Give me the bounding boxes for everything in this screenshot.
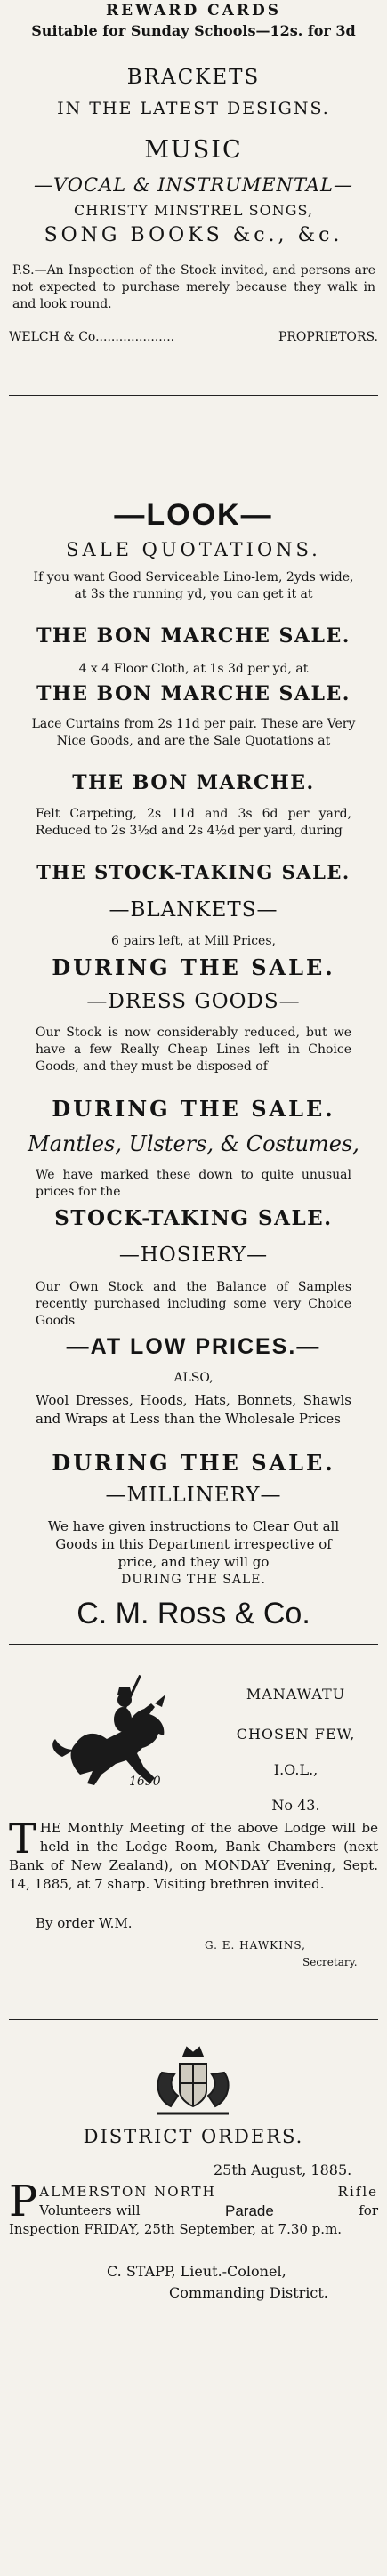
music-heading: MUSIC	[144, 136, 243, 164]
unit-type: Rifle	[337, 2184, 378, 2200]
manawatu-label: MANAWATU	[246, 1686, 346, 1703]
stock-reduced-paragraph: Our Stock is now considerably reduced, but we have a few Really Cheap Lines left in Choice Goods, and they must be disposed of	[36, 1026, 351, 1074]
order-line-1	[39, 2183, 378, 2202]
sale-quotations-heading: SALE QUOTATIONS.	[66, 539, 321, 560]
horseman-woodcut-icon	[44, 1668, 196, 1801]
for-word: for	[359, 2202, 378, 2218]
suitable-line: Suitable for Sunday Schools—12s. for 3d	[31, 22, 356, 39]
secretary-label: Secretary.	[302, 1956, 358, 1968]
hosiery-paragraph: Our Own Stock and the Balance of Samples recently purchased including some very Choice Goods	[36, 1280, 351, 1328]
bon-marche-heading-1: THE BON MARCHE SALE.	[36, 624, 351, 648]
divider	[9, 395, 378, 396]
stock-taking-heading-2: STOCK-TAKING SALE.	[54, 1206, 333, 1230]
welch-name: WELCH & Co.	[9, 330, 100, 344]
parade-word: Parade	[224, 2202, 274, 2219]
divider	[9, 2019, 378, 2020]
bon-marche-heading-2: THE BON MARCHE SALE.	[36, 682, 351, 705]
blankets-heading: —BLANKETS—	[109, 898, 278, 922]
blankets-paragraph: 6 pairs left, at Mill Prices,	[111, 934, 276, 948]
meeting-notice	[9, 1815, 378, 1894]
welch-signature	[9, 330, 378, 344]
brackets-heading: BRACKETS	[126, 66, 261, 89]
ps-paragraph: P.S.—An Inspection of the Stock invited, and persons are not expected to purchase merely because they walk in and look round.	[12, 263, 375, 311]
dress-goods-heading: —DRESS GOODS—	[86, 990, 301, 1013]
song-books-heading: SONG BOOKS &c., &c.	[44, 224, 343, 246]
lodge-number: No 43.	[271, 1797, 320, 1814]
meeting-text: HE Monthly Meeting of the above Lodge will be held in the Lodge Room, Bank Chambers (next Bank of New Zealand), on MONDAY Evening, Sept. 14, 1885, at 7 sharp. Visiting brethren invited.	[9, 1820, 378, 1892]
drop-cap: T	[9, 1815, 36, 1863]
volunteers-text: Volunteers will	[39, 2202, 141, 2218]
ross-signature: C. M. Ross & Co.	[77, 1597, 310, 1630]
order-line-2	[39, 2202, 378, 2220]
during-sale-heading-3: DURING THE SALE.	[52, 1450, 335, 1476]
felt-carpeting-paragraph: Felt Carpeting, 2s 11d and 3s 6d per yard, Reduced to 2s 3½d and 2s 4½d per yard, during	[36, 807, 351, 838]
vocal-heading: —VOCAL & INSTRUMENTAL—	[34, 174, 353, 196]
orders-date: 25th August, 1885.	[214, 2161, 352, 2178]
iol-label: I.O.L.,	[273, 1761, 318, 1778]
year-label: 1690	[129, 1775, 161, 1789]
clear-out-paragraph: We have given instructions to Clear Out all Goods in this Department irrespective of price, and they will go	[47, 1518, 340, 1570]
floor-cloth-paragraph: 4 x 4 Floor Cloth, at 1s 3d per yd, at	[78, 662, 309, 676]
latest-designs-heading: IN THE LATEST DESIGNS.	[57, 99, 330, 118]
reward-cards-heading: REWARD CARDS	[106, 2, 281, 20]
drop-cap: P	[9, 2177, 38, 2226]
also-label: ALSO,	[173, 1371, 214, 1385]
linoleum-paragraph: If you want Good Serviceable Lino-lem, 2yds wide, at 3s the running yd, you can get it at	[33, 570, 354, 601]
stapp-signature: C. STAPP, Lieut.-Colonel,	[107, 2263, 286, 2280]
royal-coat-of-arms-icon	[144, 2037, 242, 2121]
commanding-label: Commanding District.	[169, 2284, 328, 2301]
leader-dots: ...................	[99, 330, 175, 344]
by-order: By order W.M.	[36, 1915, 133, 1931]
look-heading: —LOOK—	[114, 498, 273, 532]
marked-down-paragraph: We have marked these down to quite unusual prices for the	[36, 1168, 351, 1199]
lace-curtains-paragraph: Lace Curtains from 2s 11d per pair. These are Very Nice Goods, and are the Sale Quotations at	[31, 717, 356, 748]
district-orders-heading: DISTRICT ORDERS.	[83, 2126, 304, 2147]
during-sale-heading-1: DURING THE SALE.	[52, 954, 335, 980]
hosiery-heading: —HOSIERY—	[118, 1244, 269, 1267]
stock-taking-heading-1: THE STOCK-TAKING SALE.	[36, 861, 351, 883]
order-line-3: Inspection FRIDAY, 25th September, at 7.30 p.m.	[9, 2221, 343, 2237]
mantles-heading: Mantles, Ulsters, & Costumes,	[28, 1131, 359, 1156]
unit-name: ALMERSTON NORTH	[39, 2184, 216, 2200]
proprietors-label: PROPRIETORS.	[278, 330, 378, 344]
bon-marche-heading-3: THE BON MARCHE.	[72, 771, 315, 794]
millinery-heading: —MILLINERY—	[105, 1484, 282, 1507]
during-sale-heading-2: DURING THE SALE.	[52, 1096, 335, 1122]
wool-dresses-paragraph: Wool Dresses, Hoods, Hats, Bonnets, Shawls and Wraps at Less than the Wholesale Prices	[36, 1392, 351, 1427]
hawkins-name: G. E. HAWKINS,	[205, 1939, 306, 1952]
during-sale-small: DURING THE SALE.	[121, 1573, 266, 1587]
christy-heading: CHRISTY MINSTREL SONGS,	[74, 202, 313, 219]
parade-order	[9, 2177, 378, 2239]
chosen-few-label: CHOSEN FEW,	[236, 1726, 356, 1743]
low-prices-heading: —AT LOW PRICES.—	[66, 1334, 321, 1359]
divider	[9, 1644, 378, 1645]
